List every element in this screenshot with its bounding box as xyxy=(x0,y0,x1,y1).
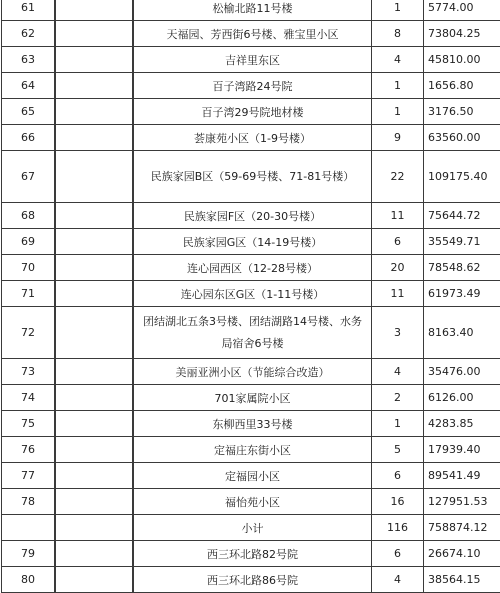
blank-cell xyxy=(55,489,133,515)
row-number-cell: 62 xyxy=(2,21,56,47)
area-cell: 5774.00 xyxy=(424,0,500,21)
community-name-cell: 荟康苑小区（1-9号楼） xyxy=(133,125,372,151)
building-count-cell: 6 xyxy=(372,541,424,567)
blank-cell xyxy=(55,151,133,203)
building-count-cell: 5 xyxy=(372,437,424,463)
building-count-cell: 1 xyxy=(372,99,424,125)
row-number-cell: 68 xyxy=(2,203,56,229)
community-name-cell: 东柳西里33号楼 xyxy=(133,411,372,437)
table-row xyxy=(2,411,500,437)
blank-cell xyxy=(55,229,133,255)
building-count-cell: 22 xyxy=(372,151,424,203)
blank-cell xyxy=(55,73,133,99)
area-cell: 1656.80 xyxy=(424,73,500,99)
table-row xyxy=(2,359,500,385)
area-cell: 3176.50 xyxy=(424,99,500,125)
area-cell: 73804.25 xyxy=(424,21,500,47)
row-number-cell: 80 xyxy=(2,567,56,593)
table-row xyxy=(2,515,500,541)
area-cell: 17939.40 xyxy=(424,437,500,463)
area-cell: 78548.62 xyxy=(424,255,500,281)
building-count-cell: 3 xyxy=(372,307,424,359)
community-name-cell: 松榆北路11号楼 xyxy=(133,0,372,21)
community-name-cell: 701家属院小区 xyxy=(133,385,372,411)
row-number-cell: 64 xyxy=(2,73,56,99)
row-number-cell: 79 xyxy=(2,541,56,567)
table-row xyxy=(2,307,500,359)
building-count-cell: 1 xyxy=(372,0,424,21)
blank-cell xyxy=(55,0,133,21)
row-number-cell: 75 xyxy=(2,411,56,437)
area-cell: 26674.10 xyxy=(424,541,500,567)
building-count-cell: 11 xyxy=(372,203,424,229)
blank-cell xyxy=(55,99,133,125)
building-count-cell: 4 xyxy=(372,567,424,593)
row-number-cell: 61 xyxy=(2,0,56,21)
table-row xyxy=(2,229,500,255)
blank-cell xyxy=(55,307,133,359)
row-number-cell: 71 xyxy=(2,281,56,307)
table-row xyxy=(2,73,500,99)
building-count-cell: 16 xyxy=(372,489,424,515)
community-name-cell: 民族家园F区（20-30号楼） xyxy=(133,203,372,229)
community-name-cell: 民族家园G区（14-19号楼） xyxy=(133,229,372,255)
blank-cell xyxy=(55,255,133,281)
area-cell: 4283.85 xyxy=(424,411,500,437)
area-cell: 38564.15 xyxy=(424,567,500,593)
building-count-cell: 4 xyxy=(372,359,424,385)
building-count-cell: 116 xyxy=(372,515,424,541)
community-name-cell: 连心园东区G区（1-11号楼） xyxy=(133,281,372,307)
row-number-cell: 65 xyxy=(2,99,56,125)
community-name-cell: 西三环北路86号院 xyxy=(133,567,372,593)
community-name-cell: 团结湖北五条3号楼、团结湖路14号楼、水务局宿舍6号楼 xyxy=(133,307,372,359)
area-cell: 6126.00 xyxy=(424,385,500,411)
table-body xyxy=(2,0,500,593)
table-row xyxy=(2,541,500,567)
building-count-cell: 4 xyxy=(372,47,424,73)
blank-cell xyxy=(55,541,133,567)
building-count-cell: 11 xyxy=(372,281,424,307)
row-number-cell: 74 xyxy=(2,385,56,411)
blank-cell xyxy=(55,437,133,463)
table-row xyxy=(2,0,500,21)
community-name-cell: 福怡苑小区 xyxy=(133,489,372,515)
table-row xyxy=(2,203,500,229)
row-number-cell xyxy=(2,515,56,541)
row-number-cell: 67 xyxy=(2,151,56,203)
table-row xyxy=(2,281,500,307)
blank-cell xyxy=(55,21,133,47)
row-number-cell: 66 xyxy=(2,125,56,151)
blank-cell xyxy=(55,411,133,437)
blank-cell xyxy=(55,47,133,73)
row-number-cell: 77 xyxy=(2,463,56,489)
blank-cell xyxy=(55,125,133,151)
community-name-cell: 百子湾29号院地材楼 xyxy=(133,99,372,125)
community-name-cell: 定福庄东街小区 xyxy=(133,437,372,463)
row-number-cell: 69 xyxy=(2,229,56,255)
row-number-cell: 72 xyxy=(2,307,56,359)
area-cell: 35549.71 xyxy=(424,229,500,255)
area-cell: 61973.49 xyxy=(424,281,500,307)
community-name-cell: 百子湾路24号院 xyxy=(133,73,372,99)
area-cell: 8163.40 xyxy=(424,307,500,359)
building-count-cell: 8 xyxy=(372,21,424,47)
blank-cell xyxy=(55,359,133,385)
area-cell: 89541.49 xyxy=(424,463,500,489)
blank-cell xyxy=(55,463,133,489)
table-row xyxy=(2,437,500,463)
blank-cell xyxy=(55,515,133,541)
blank-cell xyxy=(55,385,133,411)
building-count-cell: 1 xyxy=(372,73,424,99)
table-row xyxy=(2,151,500,203)
community-name-cell: 定福园小区 xyxy=(133,463,372,489)
blank-cell xyxy=(55,567,133,593)
table-row xyxy=(2,463,500,489)
community-name-cell: 西三环北路82号院 xyxy=(133,541,372,567)
community-name-cell: 美丽亚洲小区（节能综合改造） xyxy=(133,359,372,385)
building-count-cell: 9 xyxy=(372,125,424,151)
community-name-cell: 天福园、芳西街6号楼、雅宝里小区 xyxy=(133,21,372,47)
community-name-cell: 吉祥里东区 xyxy=(133,47,372,73)
building-count-cell: 1 xyxy=(372,411,424,437)
blank-cell xyxy=(55,203,133,229)
table-row xyxy=(2,99,500,125)
table-row xyxy=(2,255,500,281)
community-name-cell: 连心园西区（12-28号楼） xyxy=(133,255,372,281)
row-number-cell: 70 xyxy=(2,255,56,281)
area-cell: 45810.00 xyxy=(424,47,500,73)
area-cell: 127951.53 xyxy=(424,489,500,515)
building-count-cell: 6 xyxy=(372,229,424,255)
row-number-cell: 73 xyxy=(2,359,56,385)
building-count-cell: 6 xyxy=(372,463,424,489)
building-count-cell: 20 xyxy=(372,255,424,281)
blank-cell xyxy=(55,281,133,307)
table-row xyxy=(2,567,500,593)
table-row xyxy=(2,125,500,151)
building-count-cell: 2 xyxy=(372,385,424,411)
table-row xyxy=(2,47,500,73)
area-cell: 63560.00 xyxy=(424,125,500,151)
row-number-cell: 63 xyxy=(2,47,56,73)
row-number-cell: 76 xyxy=(2,437,56,463)
housing-renovation-table xyxy=(1,0,500,593)
area-cell: 109175.40 xyxy=(424,151,500,203)
area-cell: 35476.00 xyxy=(424,359,500,385)
table-row xyxy=(2,21,500,47)
community-name-cell: 小计 xyxy=(133,515,372,541)
community-name-cell: 民族家园B区（59-69号楼、71-81号楼） xyxy=(133,151,372,203)
area-cell: 758874.12 xyxy=(424,515,500,541)
table-row xyxy=(2,489,500,515)
table-row xyxy=(2,385,500,411)
area-cell: 75644.72 xyxy=(424,203,500,229)
row-number-cell: 78 xyxy=(2,489,56,515)
